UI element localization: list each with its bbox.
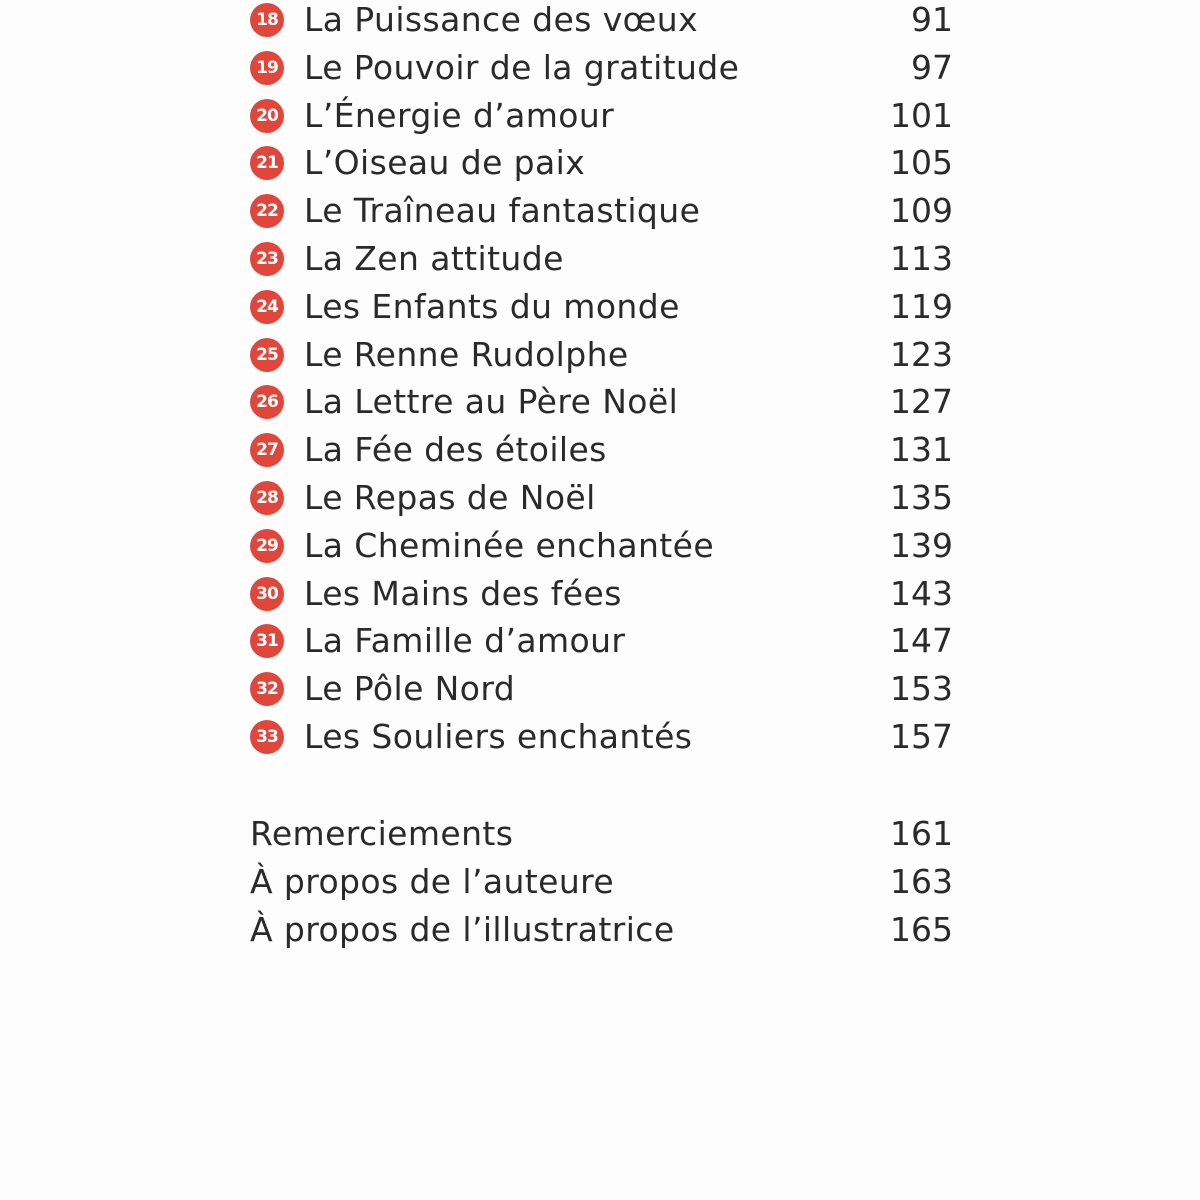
- toc-entry[interactable]: [250, 619, 955, 667]
- page-number: 119: [890, 286, 953, 326]
- chapter-number-badge: 27: [250, 433, 284, 467]
- toc-entry-back-matter[interactable]: [250, 860, 955, 908]
- chapter-title: La Fée des étoiles: [304, 430, 607, 470]
- toc-entry[interactable]: [250, 667, 955, 715]
- toc-entry[interactable]: [250, 333, 955, 381]
- page-number: 157: [890, 716, 953, 756]
- chapter-title: Le Renne Rudolphe: [304, 334, 629, 374]
- chapter-number-badge: 30: [250, 577, 284, 611]
- chapter-number-badge: 18: [250, 3, 284, 37]
- page-number: 161: [890, 814, 953, 853]
- chapter-title: Le Pouvoir de la gratitude: [304, 47, 740, 87]
- chapter-title: L’Énergie d’amour: [304, 95, 615, 135]
- chapter-number-badge: 25: [250, 338, 284, 372]
- page-number: 163: [890, 861, 953, 901]
- chapter-number-badge: 32: [250, 672, 284, 706]
- chapter-number-badge: 20: [250, 99, 284, 133]
- chapter-number-badge: 21: [250, 146, 284, 180]
- chapter-title: Les Mains des fées: [304, 573, 622, 613]
- chapter-number-badge: 24: [250, 290, 284, 324]
- chapter-title: L’Oiseau de paix: [304, 143, 586, 183]
- chapter-title: La Zen attitude: [304, 238, 564, 278]
- chapter-number-badge: 31: [250, 624, 284, 658]
- toc-entry[interactable]: [250, 94, 955, 142]
- toc-entry[interactable]: [250, 715, 955, 763]
- toc-entry[interactable]: [250, 428, 955, 476]
- page-number: 113: [890, 238, 953, 278]
- toc-entry[interactable]: [250, 572, 955, 620]
- page-number: 131: [890, 430, 953, 470]
- toc-entry[interactable]: [250, 476, 955, 524]
- chapter-number-badge: 33: [250, 720, 284, 754]
- page-number: 123: [890, 334, 953, 374]
- page-number: 97: [911, 47, 953, 87]
- back-matter-list: [250, 812, 955, 955]
- page-number: 143: [890, 573, 953, 613]
- toc-entry[interactable]: [250, 0, 955, 46]
- toc-entry-back-matter[interactable]: [250, 908, 955, 956]
- toc-entry[interactable]: [250, 46, 955, 94]
- page-number: 147: [890, 621, 953, 661]
- page-number: 135: [890, 477, 953, 517]
- chapter-title: Le Repas de Noël: [304, 477, 596, 517]
- chapter-list: [250, 0, 955, 763]
- page-number: 127: [890, 382, 953, 422]
- chapter-number-badge: 19: [250, 51, 284, 85]
- chapter-title: Le Pôle Nord: [304, 669, 516, 709]
- section-title: À propos de l’illustratrice: [250, 909, 675, 949]
- section-title: À propos de l’auteure: [250, 861, 615, 901]
- toc-entry[interactable]: [250, 380, 955, 428]
- toc-entry[interactable]: [250, 189, 955, 237]
- toc-entry[interactable]: [250, 141, 955, 189]
- chapter-number-badge: 26: [250, 385, 284, 419]
- page-number: 101: [890, 95, 953, 135]
- toc-entry[interactable]: [250, 285, 955, 333]
- chapter-title: La Lettre au Père Noël: [304, 382, 679, 422]
- toc-entry[interactable]: [250, 237, 955, 285]
- page-number: 165: [890, 909, 953, 949]
- chapter-number-badge: 29: [250, 529, 284, 563]
- toc-entry-back-matter[interactable]: [250, 812, 955, 860]
- chapter-title: Le Traîneau fantastique: [304, 191, 701, 231]
- chapter-title: La Famille d’amour: [304, 621, 626, 661]
- page-number: 139: [890, 525, 953, 565]
- page-number: 91: [911, 0, 953, 39]
- section-title: Remerciements: [250, 814, 514, 853]
- chapter-title: La Cheminée enchantée: [304, 525, 715, 565]
- chapter-number-badge: 28: [250, 481, 284, 515]
- page-number: 153: [890, 669, 953, 709]
- toc-entry[interactable]: [250, 524, 955, 572]
- chapter-title: La Puissance des vœux: [304, 0, 699, 39]
- chapter-number-badge: 23: [250, 242, 284, 276]
- chapter-title: Les Souliers enchantés: [304, 716, 693, 756]
- chapter-number-badge: 22: [250, 194, 284, 228]
- page-number: 109: [890, 191, 953, 231]
- chapter-title: Les Enfants du monde: [304, 286, 680, 326]
- page-number: 105: [890, 143, 953, 183]
